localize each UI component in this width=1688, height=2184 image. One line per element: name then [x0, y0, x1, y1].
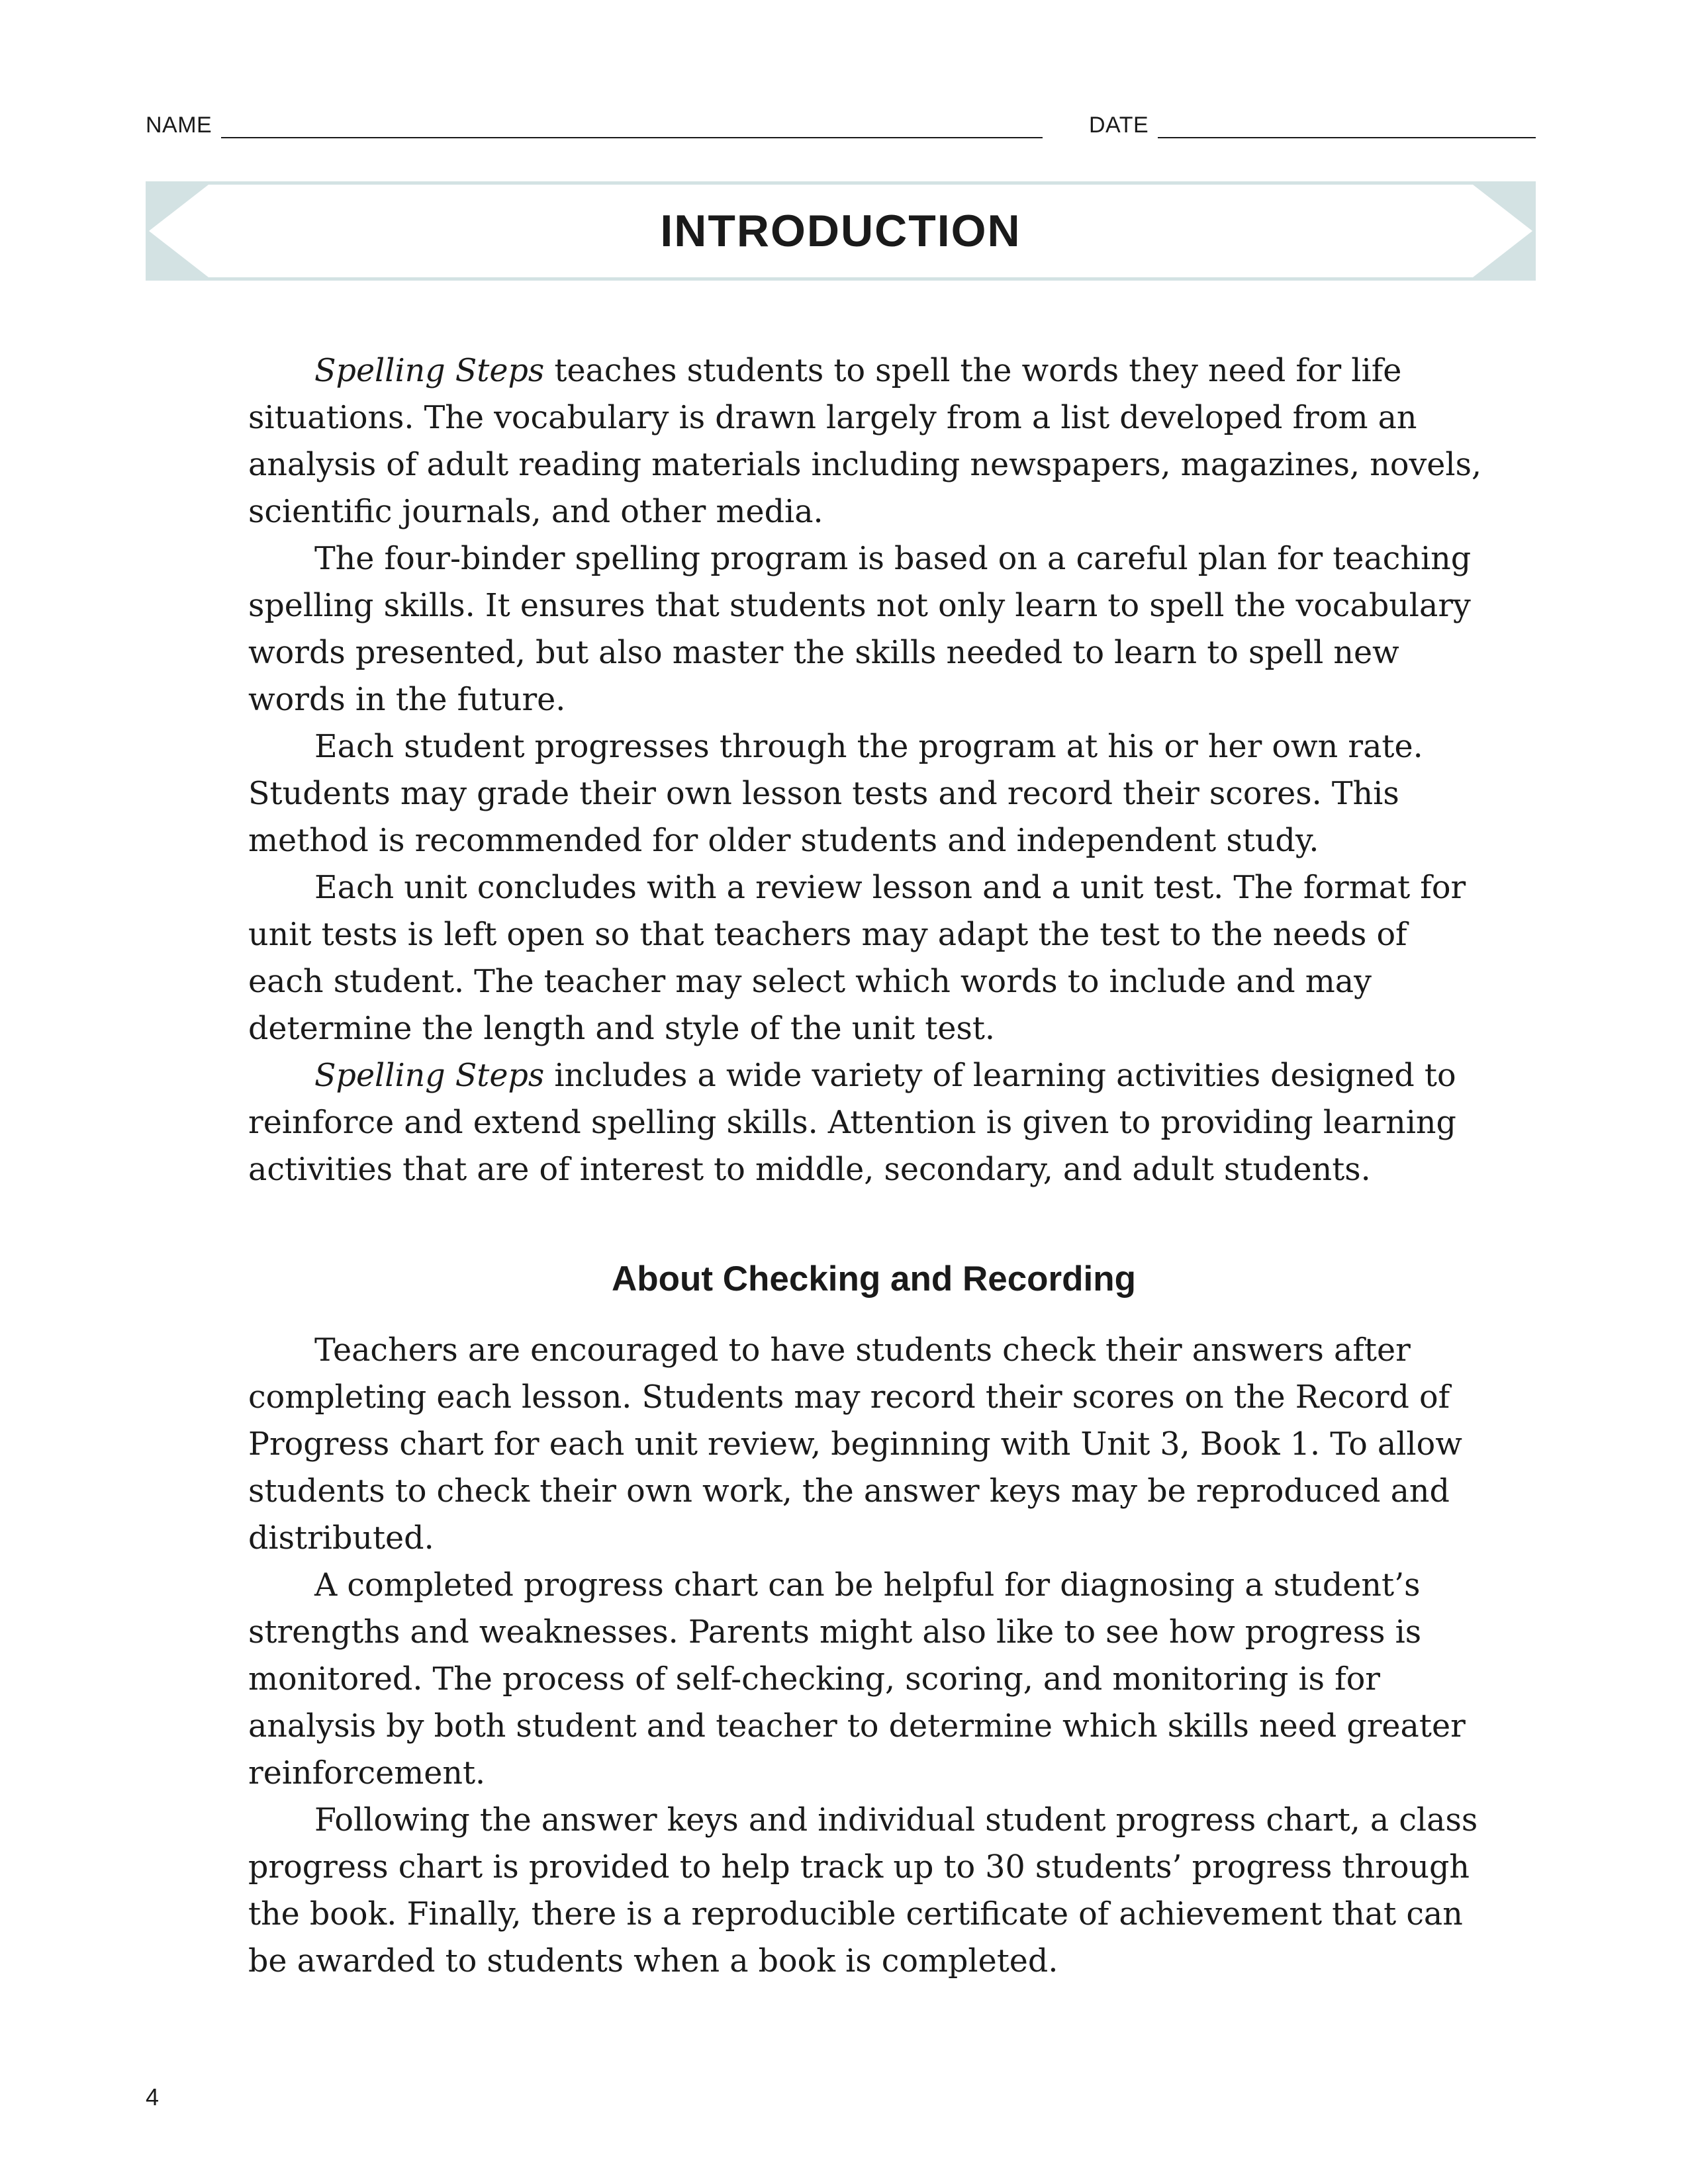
intro-paragraph-1 — [248, 347, 1486, 535]
page-number: 4 — [146, 2083, 160, 2111]
header-fields — [146, 113, 1536, 139]
date-field — [1089, 113, 1536, 138]
section-heading: About Checking and Recording — [611, 1259, 1137, 1298]
checking-section — [248, 1327, 1486, 1985]
title-banner — [146, 181, 1536, 281]
date-label: DATE — [1089, 113, 1149, 138]
name-field — [146, 113, 1043, 138]
name-line — [221, 118, 1043, 138]
book-title-italic: Spelling Steps — [314, 353, 545, 389]
name-label: NAME — [146, 113, 212, 138]
intro-paragraph-2: The four-binder spelling program is based on a careful plan for teaching spelling skills. It ensures that students not only learn to spell the vocabulary words presented, but also master the skills needed to learn to spell new words in the future. — [248, 541, 1472, 718]
page-title: INTRODUCTION — [660, 206, 1021, 256]
intro-section — [248, 347, 1486, 1193]
intro-paragraph-3: Each student progresses through the program at his or her own rate. Students may grade their own lesson tests and record their scores. This method is recommended for older students and independent study. — [248, 729, 1423, 859]
date-line — [1158, 118, 1536, 138]
checking-paragraph-1: Teachers are encouraged to have students check their answers after completing each lesson. Students may record their scores on the Record of Progress chart for each unit review, beginning with Unit 3, Book 1. To allow students to check their own work, the answer keys may be reproduced and distributed. — [248, 1332, 1462, 1557]
intro-paragraph-4: Each unit concludes with a review lesson and a unit test. The format for unit tests is left open so that teachers may adapt the test to the needs of each student. The teacher may select which words to include and may determine the length and style of the unit test. — [248, 870, 1466, 1047]
book-title-italic: Spelling Steps — [314, 1058, 545, 1094]
checking-paragraph-3: Following the answer keys and individual student progress chart, a class progress chart is provided to help track up to 30 students’ progress through the book. Finally, there is a reproducible certificate of achievement that can be awarded to students when a book is completed. — [248, 1802, 1478, 1979]
intro-paragraph-5-text: includes a wide variety of learning activities designed to reinforce and extend spelling skills. Attention is given to providing learning activities that are of interest to middle, secondary, and adult students. — [248, 1058, 1456, 1188]
checking-paragraph-2: A completed progress chart can be helpful for diagnosing a student’s strengths and weaknesses. Parents might also like to see how progress is monitored. The process of self-checking, scoring, and monitoring is for analysis by both student and teacher to determine which skills need greater reinforcement. — [248, 1567, 1466, 1792]
intro-paragraph-1-text: teaches students to spell the words they need for life situations. The vocabulary is drawn largely from a list developed from an analysis of adult reading materials including newspapers, magazines, novels, scientific journals, and other media. — [248, 353, 1482, 530]
intro-paragraph-5 — [248, 1052, 1486, 1193]
